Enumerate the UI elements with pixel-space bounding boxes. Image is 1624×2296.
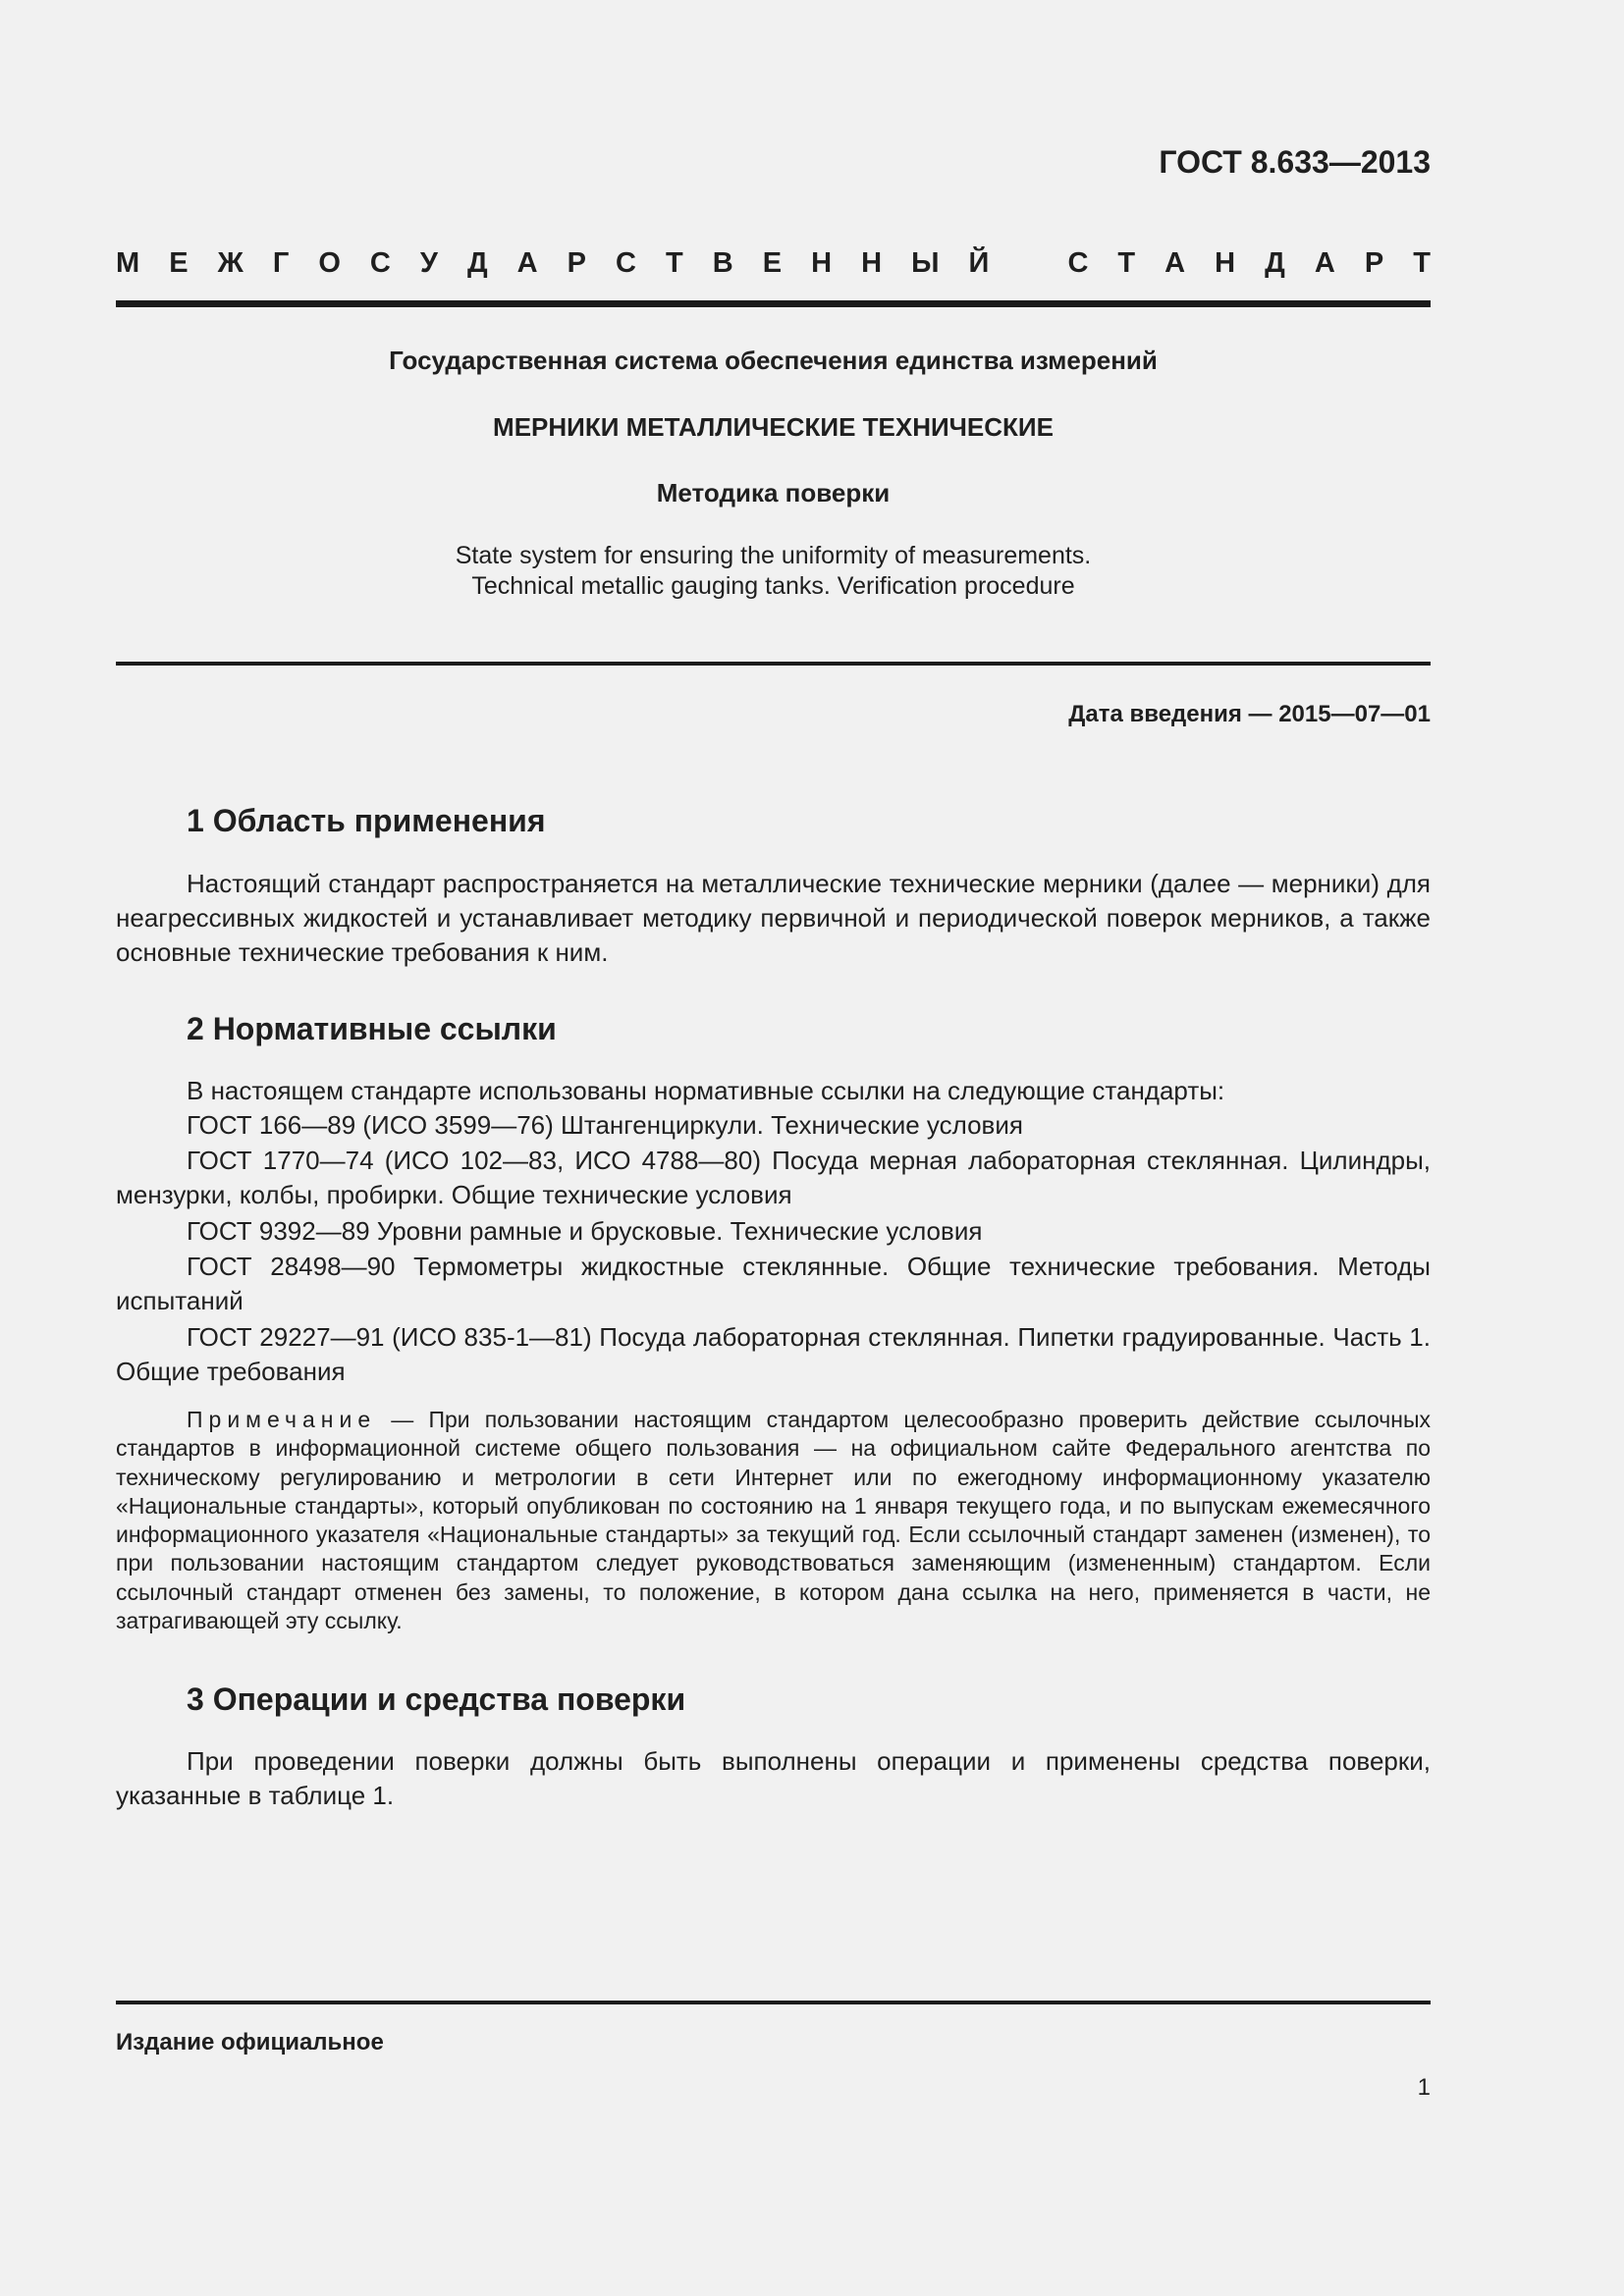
section-3-heading: 3 Операции и средства поверки	[187, 1682, 686, 1717]
interstate-standard-banner	[116, 247, 1431, 280]
banner-letter: Т	[666, 247, 683, 279]
banner-letter: Н	[811, 247, 833, 279]
header-rule	[116, 300, 1431, 307]
official-edition-label: Издание официальное	[116, 2029, 384, 2056]
page-number: 1	[1417, 2074, 1431, 2101]
reference-gost-28498: ГОСТ 28498—90 Термометры жидкостные стеклянные. Общие технические требования. Методы испытаний	[116, 1252, 1431, 1315]
references-note	[116, 1406, 1431, 1635]
title-rule	[116, 662, 1431, 666]
banner-letter: А	[1314, 247, 1335, 279]
banner-letter: Р	[567, 247, 586, 279]
banner-letter: Д	[466, 247, 488, 279]
banner-letter: Р	[1364, 247, 1384, 279]
standard-title: МЕРНИКИ МЕТАЛЛИЧЕСКИЕ ТЕХНИЧЕСКИЕ	[493, 412, 1054, 442]
standard-subtitle: Методика поверки	[656, 478, 891, 507]
introduction-date: Дата введения — 2015—07—01	[1068, 701, 1431, 727]
section-1-text: Настоящий стандарт распространяется на металлические технические мерники (далее — мерники) для неагрессивных жидкостей и устанавливает методику первичной и периодической поверок мерников, а также основные технические требования к ним.	[116, 869, 1431, 967]
banner-letter: С	[1067, 247, 1089, 279]
banner-letter: Ы	[911, 247, 940, 279]
english-title-line-1: State system for ensuring the uniformity of measurements.	[455, 542, 1092, 569]
banner-letter: В	[712, 247, 733, 279]
reference-gost-29227: ГОСТ 29227—91 (ИСО 835-1—81) Посуда лабораторная стеклянная. Пипетки градуированные. Часть 1. Общие требования	[116, 1322, 1431, 1386]
banner-letter: Й	[968, 247, 990, 279]
banner-letter: О	[318, 247, 341, 279]
banner-letter: Е	[762, 247, 783, 279]
banner-letter: Н	[1215, 247, 1236, 279]
english-title	[116, 541, 1431, 602]
reference-gost-1770: ГОСТ 1770—74 (ИСО 102—83, ИСО 4788—80) Посуда мерная лабораторная стеклянная. Цилиндры, мензурки, колбы, пробирки. Общие технические условия	[116, 1146, 1431, 1209]
banner-letter: А	[516, 247, 538, 279]
section-2-heading: 2 Нормативные ссылки	[187, 1011, 557, 1046]
banner-letter: У	[419, 247, 438, 279]
reference-gost-166: ГОСТ 166—89 (ИСО 3599—76) Штангенциркули. Технические условия	[187, 1110, 1023, 1140]
footer-rule	[116, 2001, 1431, 2004]
document-code: ГОСТ 8.633—2013	[1159, 144, 1431, 180]
reference-gost-9392: ГОСТ 9392—89 Уровни рамные и брусковые. Технические условия	[187, 1216, 983, 1246]
section-1-heading: 1 Область применения	[187, 803, 546, 838]
banner-letter: М	[116, 247, 140, 279]
banner-letter: С	[369, 247, 391, 279]
english-title-line-2: Technical metallic gauging tanks. Verification procedure	[471, 572, 1075, 600]
references-intro: В настоящем стандарте использованы нормативные ссылки на следующие стандарты:	[187, 1076, 1225, 1105]
banner-letter: Н	[861, 247, 883, 279]
banner-word-gap	[1018, 247, 1038, 280]
system-title: Государственная система обеспечения единства измерений	[389, 346, 1158, 375]
section-3-text: При проведении поверки должны быть выполнены операции и применены средства поверки, указанные в таблице 1.	[116, 1746, 1431, 1810]
banner-letter: С	[616, 247, 636, 279]
banner-letter: Т	[1413, 247, 1431, 279]
banner-letter: Ж	[217, 247, 244, 279]
note-text: — При пользовании настоящим стандартом целесообразно проверить действие ссылочных стандартов в информационной системе общего пользования — на официальном сайте Федерального агентства по техническому регулированию и метрологии в сети Интернет или по ежегодному информационному указателю «Национальные стандарты», который опубликован по состоянию на 1 января текущего года, и по выпускам ежемесячного информационного указателя «Национальные стандарты» за текущий год. Если ссылочный стандарт заменен (изменен), то при пользовании настоящим стандартом следует руководствоваться заменяющим (измененным) стандартом. Если ссылочный стандарт отменен без замены, то положение, в котором дана ссылка на него, применяется в части, не затрагивающей эту ссылку.	[116, 1407, 1431, 1634]
banner-letter: А	[1164, 247, 1186, 279]
banner-letter: Г	[272, 247, 290, 279]
note-label: Примечание	[187, 1407, 377, 1432]
banner-letter: Е	[169, 247, 189, 279]
banner-letter: Т	[1117, 247, 1136, 279]
banner-letter: Д	[1265, 247, 1285, 279]
